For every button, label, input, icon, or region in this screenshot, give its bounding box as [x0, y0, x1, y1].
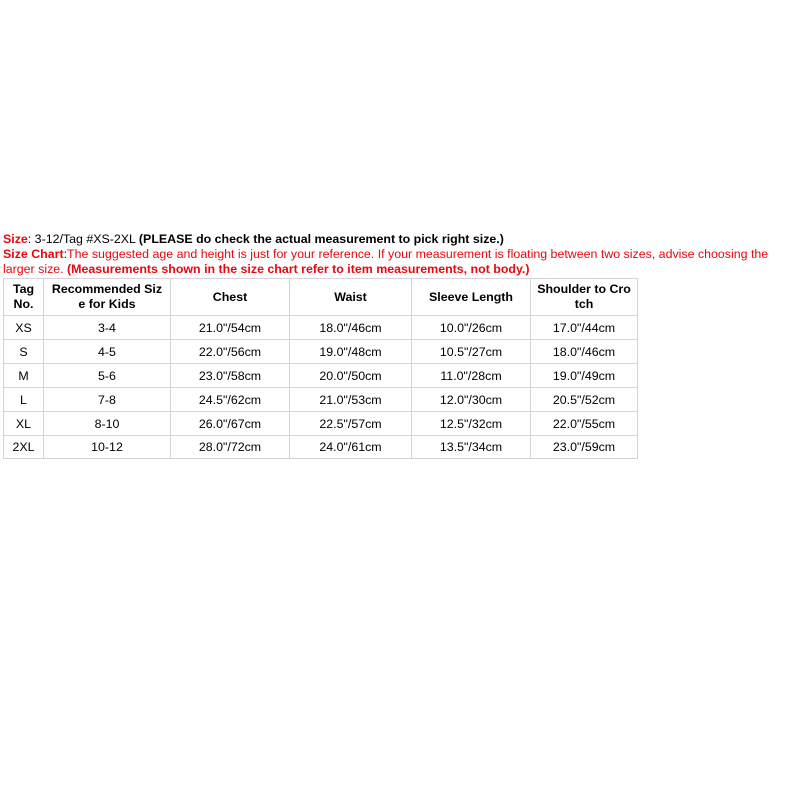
cell-tag: XL [4, 412, 44, 436]
cell-tag: M [4, 364, 44, 388]
header-recommended-size: Recommended Siz e for Kids [44, 279, 171, 316]
cell-sleeve: 11.0"/28cm [412, 364, 531, 388]
chart-text: The suggested age and height is just for your reference. If your measurement is floating between two sizes, advise choosing the larger size. [3, 247, 769, 276]
header-shoulder-to-crotch: Shoulder to Cro tch [531, 279, 638, 316]
cell-chest: 21.0"/54cm [171, 316, 290, 340]
cell-chest: 22.0"/56cm [171, 340, 290, 364]
cell-shoulder-crotch: 19.0"/49cm [531, 364, 638, 388]
cell-waist: 19.0"/48cm [290, 340, 412, 364]
header-sleeve-length: Sleeve Length [412, 279, 531, 316]
cell-tag: XS [4, 316, 44, 340]
cell-waist: 18.0"/46cm [290, 316, 412, 340]
cell-tag: 2XL [4, 436, 44, 459]
cell-sleeve: 13.5"/34cm [412, 436, 531, 459]
table-row [4, 388, 638, 412]
cell-chest: 23.0"/58cm [171, 364, 290, 388]
cell-age: 10-12 [44, 436, 171, 459]
cell-waist: 24.0"/61cm [290, 436, 412, 459]
table-row [4, 436, 638, 459]
cell-sleeve: 12.0"/30cm [412, 388, 531, 412]
table-row [4, 364, 638, 388]
cell-shoulder-crotch: 17.0"/44cm [531, 316, 638, 340]
cell-age: 4-5 [44, 340, 171, 364]
size-notes [3, 232, 798, 277]
header-tag-no: Tag No. [4, 279, 44, 316]
size-chart-table [3, 278, 638, 459]
header-waist: Waist [290, 279, 412, 316]
cell-chest: 26.0"/67cm [171, 412, 290, 436]
chart-colon: : [63, 247, 68, 261]
cell-waist: 20.0"/50cm [290, 364, 412, 388]
cell-tag: L [4, 388, 44, 412]
table-header-row [4, 279, 638, 316]
chart-line [3, 247, 798, 277]
cell-age: 5-6 [44, 364, 171, 388]
chart-label: Size Chart [3, 247, 64, 261]
cell-age: 7-8 [44, 388, 171, 412]
cell-tag: S [4, 340, 44, 364]
size-warning: (PLEASE do check the actual measurement to pick right size.) [138, 232, 504, 246]
cell-sleeve: 10.5"/27cm [412, 340, 531, 364]
table-row [4, 316, 638, 340]
size-label: Size [3, 232, 28, 246]
size-value: : 3-12/Tag #XS-2XL [27, 232, 139, 246]
cell-shoulder-crotch: 20.5"/52cm [531, 388, 638, 412]
cell-shoulder-crotch: 23.0"/59cm [531, 436, 638, 459]
cell-sleeve: 12.5"/32cm [412, 412, 531, 436]
cell-age: 3-4 [44, 316, 171, 340]
table-row [4, 412, 638, 436]
cell-chest: 24.5"/62cm [171, 388, 290, 412]
table-body [4, 316, 638, 459]
cell-shoulder-crotch: 18.0"/46cm [531, 340, 638, 364]
cell-sleeve: 10.0"/26cm [412, 316, 531, 340]
header-chest: Chest [171, 279, 290, 316]
cell-age: 8-10 [44, 412, 171, 436]
cell-waist: 21.0"/53cm [290, 388, 412, 412]
cell-shoulder-crotch: 22.0"/55cm [531, 412, 638, 436]
cell-waist: 22.5"/57cm [290, 412, 412, 436]
cell-chest: 28.0"/72cm [171, 436, 290, 459]
table-row [4, 340, 638, 364]
size-line [3, 232, 798, 247]
chart-note: (Measurements shown in the size chart refer to item measurements, not body.) [67, 262, 530, 276]
